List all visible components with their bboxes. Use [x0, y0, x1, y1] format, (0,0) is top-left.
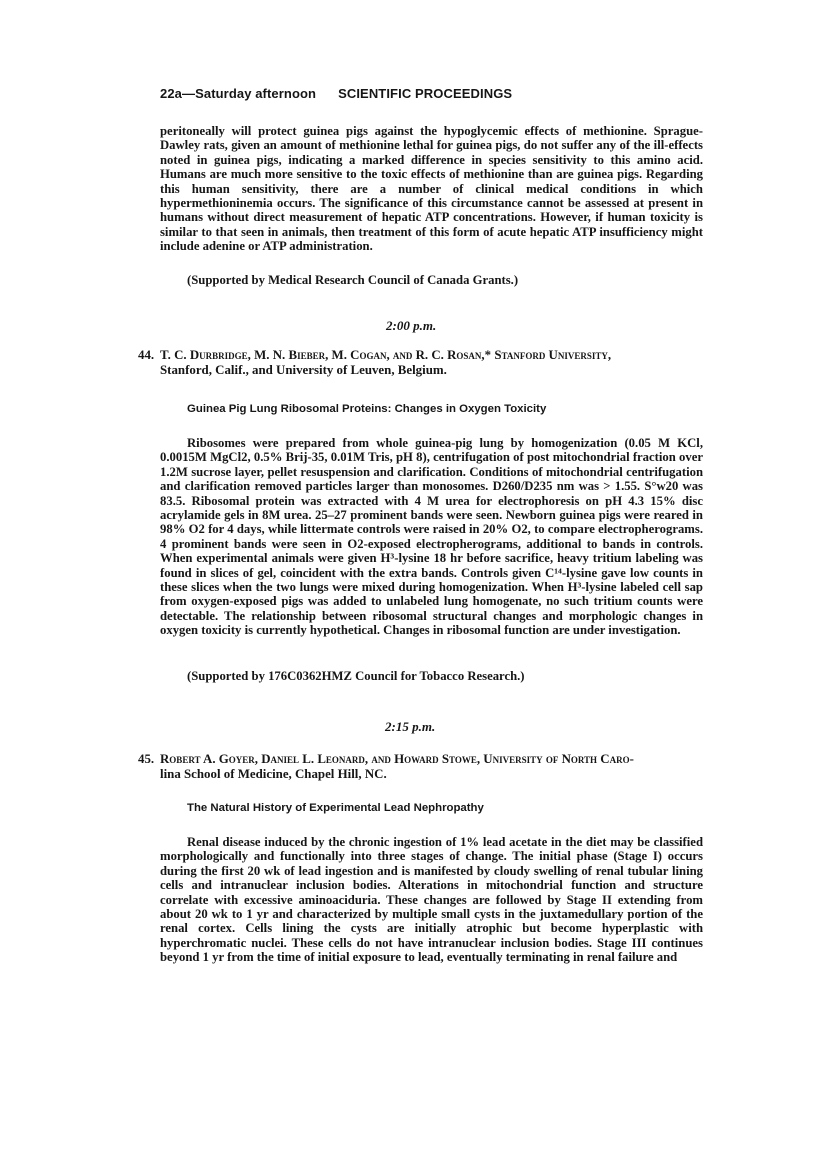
session-time-2-15: 2:15 p.m.: [385, 719, 436, 734]
author-list-line-2: lina School of Medicine, Chapel Hill, NC.: [160, 767, 387, 781]
abstract-45-authors: [138, 752, 703, 782]
abstract-44-support: (Supported by 176C0362HMZ Council for Tobacco Research.): [187, 669, 525, 683]
abstract-44-body: Ribosomes were prepared from whole guinea-pig lung by homogenization (0.05 M KCl, 0.0015M MgCl2, 0.5% Brij-35, 0.01M Tris, pH 8), centrifugation of post mitochondrial fraction over 1.2M sucrose layer, pellet resuspension and clarification. Conditions of mitochondrial centrifugation and clarification removed particles larger than monosomes. D260/D235 nm was > 1.55. S°w20 was 83.5. Ribosomal protein was extracted with 4 M urea for electrophoresis on pH 4.3 15% disc acrylamide gels in 8M urea. 25–27 prominent bands were seen. Newborn guinea pigs were reared in 98% O2 for 4 days, while littermate controls were raised in 20% O2, to compare electropherograms. 4 prominent bands were seen in O2-exposed electropherograms, additional to bands in controls. When experimental animals were given H³-lysine 18 hr before sacrifice, heavy tritium labeling was found in slices of gel, coincident with the extra bands. Controls given C¹⁴-lysine gave low counts in these slices when the two lungs were mixed during homogenization. When H³-lysine labeled cell sap from oxygen-exposed pigs was added to unlabeled lung homogenate, no such tritium counts were detectable. The relationship between ribosomal structural changes and morphologic changes in oxygen toxicity is currently hypothetical. Changes in ribosomal function are under investigation.: [160, 436, 703, 638]
section-title: SCIENTIFIC PROCEEDINGS: [338, 86, 513, 101]
previous-abstract-support: (Supported by Medical Research Council of Canada Grants.): [187, 273, 519, 287]
abstract-44-authors: [138, 348, 703, 378]
abstract-45-body: Renal disease induced by the chronic ingestion of 1% lead acetate in the diet may be classified morphologically and functionally into three stages of change. The initial phase (Stage I) occurs during the first 20 wk of lead ingestion and is manifested by cloudy swelling of renal tubular lining cells and intranuclear inclusion bodies. Alterations in mitochondrial function and structure correlate with excessive aminoaciduria. These changes are followed by Stage II extending from about 20 wk to 1 yr and characterized by multiple small cysts in the juxtamedullary portion of the renal cortex. Cells lining the cysts are initially atrophic but become hyperplastic with hyperchromatic nuclei. These cells do not have intranuclear inclusion bodies. Stage III continues beyond 1 yr from the time of initial exposure to lead, eventually terminating in renal failure and: [160, 835, 703, 965]
author-list-line-1: T. C. Durbridge, M. N. Bieber, M. Cogan, and R. C. Rosan,* Stanford University,: [160, 348, 612, 362]
abstract-number: 44.: [138, 348, 155, 362]
author-list-line-1: Robert A. Goyer, Daniel L. Leonard, and Howard Stowe, University of North Caro-: [160, 752, 634, 766]
running-header: [160, 86, 512, 101]
abstract-number: 45.: [138, 752, 155, 766]
page-label: 22a—Saturday afternoon: [160, 86, 317, 101]
abstract-44-title: Guinea Pig Lung Ribosomal Proteins: Changes in Oxygen Toxicity: [187, 403, 547, 415]
previous-abstract-body: peritoneally will protect guinea pigs against the hypoglycemic effects of methionine. Sprague-Dawley rats, given an amount of methionine lethal for guinea pigs, do not suffer any of the ill-effects noted in guinea pigs, indicating a marked difference in species sensitivity to this amino acid. Humans are much more sensitive to the toxic effects of methionine than are guinea pigs. Regarding this human sensitivity, there are a number of clinical medical conditions in which hypermethioninemia occurs. The significance of this circumstance cannot be assessed at present in humans without direct measurement of hepatic ATP concentrations. However, if human toxicity is similar to that seen in animals, then treatment of this form of acute hepatic ATP insufficiency might include adenine or ATP administration.: [160, 124, 703, 254]
session-time-2-00: 2:00 p.m.: [386, 318, 437, 333]
author-list-line-2: Stanford, Calif., and University of Leuven, Belgium.: [160, 363, 447, 377]
abstract-45-title: The Natural History of Experimental Lead Nephropathy: [187, 802, 484, 814]
